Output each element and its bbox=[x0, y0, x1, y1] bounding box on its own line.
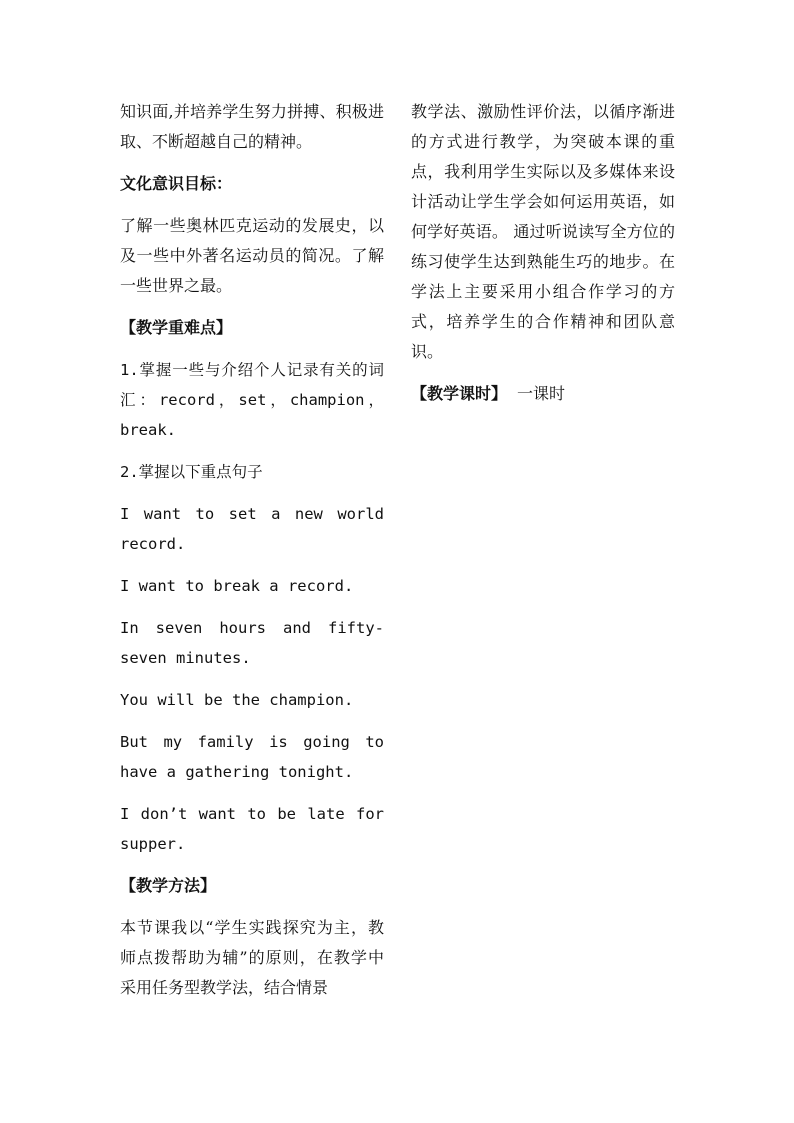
right-column bbox=[411, 97, 675, 421]
method-heading: 【教学方法】 bbox=[120, 876, 217, 895]
class-hours-heading: 【教学课时】 bbox=[411, 384, 508, 403]
sentence-6: I don’t want to be late for supper. bbox=[120, 805, 384, 853]
method-paragraph-continued: 教学法、激励性评价法，以循序渐进的方式进行教学，为突破本课的重点，我利用学生实际以及多媒体来设计活动让学生学会如何运用英语，如何学好英语。 通过听说读写全方位的练习使学生达到熟能生巧的地步。在学法上主要采用小组合作学习的方式，培养学生的合作精神和团队意识。 bbox=[411, 102, 675, 361]
sentence-3: In seven hours and fifty-seven minutes. bbox=[120, 619, 384, 667]
key-points-heading: 【教学重难点】 bbox=[120, 318, 233, 337]
left-column bbox=[120, 97, 384, 1015]
goal-paragraph: 知识面,并培养学生努力拼搏、积极进取、不断超越自己的精神。 bbox=[120, 102, 384, 151]
sentence-1: I want to set a new world record. bbox=[120, 505, 384, 553]
sentence-2: I want to break a record. bbox=[120, 577, 354, 595]
sentence-4: You will be the champion. bbox=[120, 691, 354, 709]
sentence-5: But my family is going to have a gathering tonight. bbox=[120, 733, 384, 781]
method-paragraph: 本节课我以“学生实践探究为主，教师点拨帮助为辅”的原则，在教学中采用任务型教学法，结合情景 bbox=[120, 918, 384, 997]
culture-goal-paragraph: 了解一些奥林匹克运动的发展史，以及一些中外著名运动员的简况。了解一些世界之最。 bbox=[120, 216, 384, 295]
key-point-1: 1.掌握一些与介绍个人记录有关的词汇：record，set，champion，break. bbox=[120, 361, 384, 439]
key-point-2: 2.掌握以下重点句子 bbox=[120, 463, 263, 481]
class-hours-line bbox=[411, 379, 675, 409]
class-hours-value: 一课时 bbox=[517, 384, 566, 403]
culture-goal-heading: 文化意识目标： bbox=[120, 174, 233, 193]
